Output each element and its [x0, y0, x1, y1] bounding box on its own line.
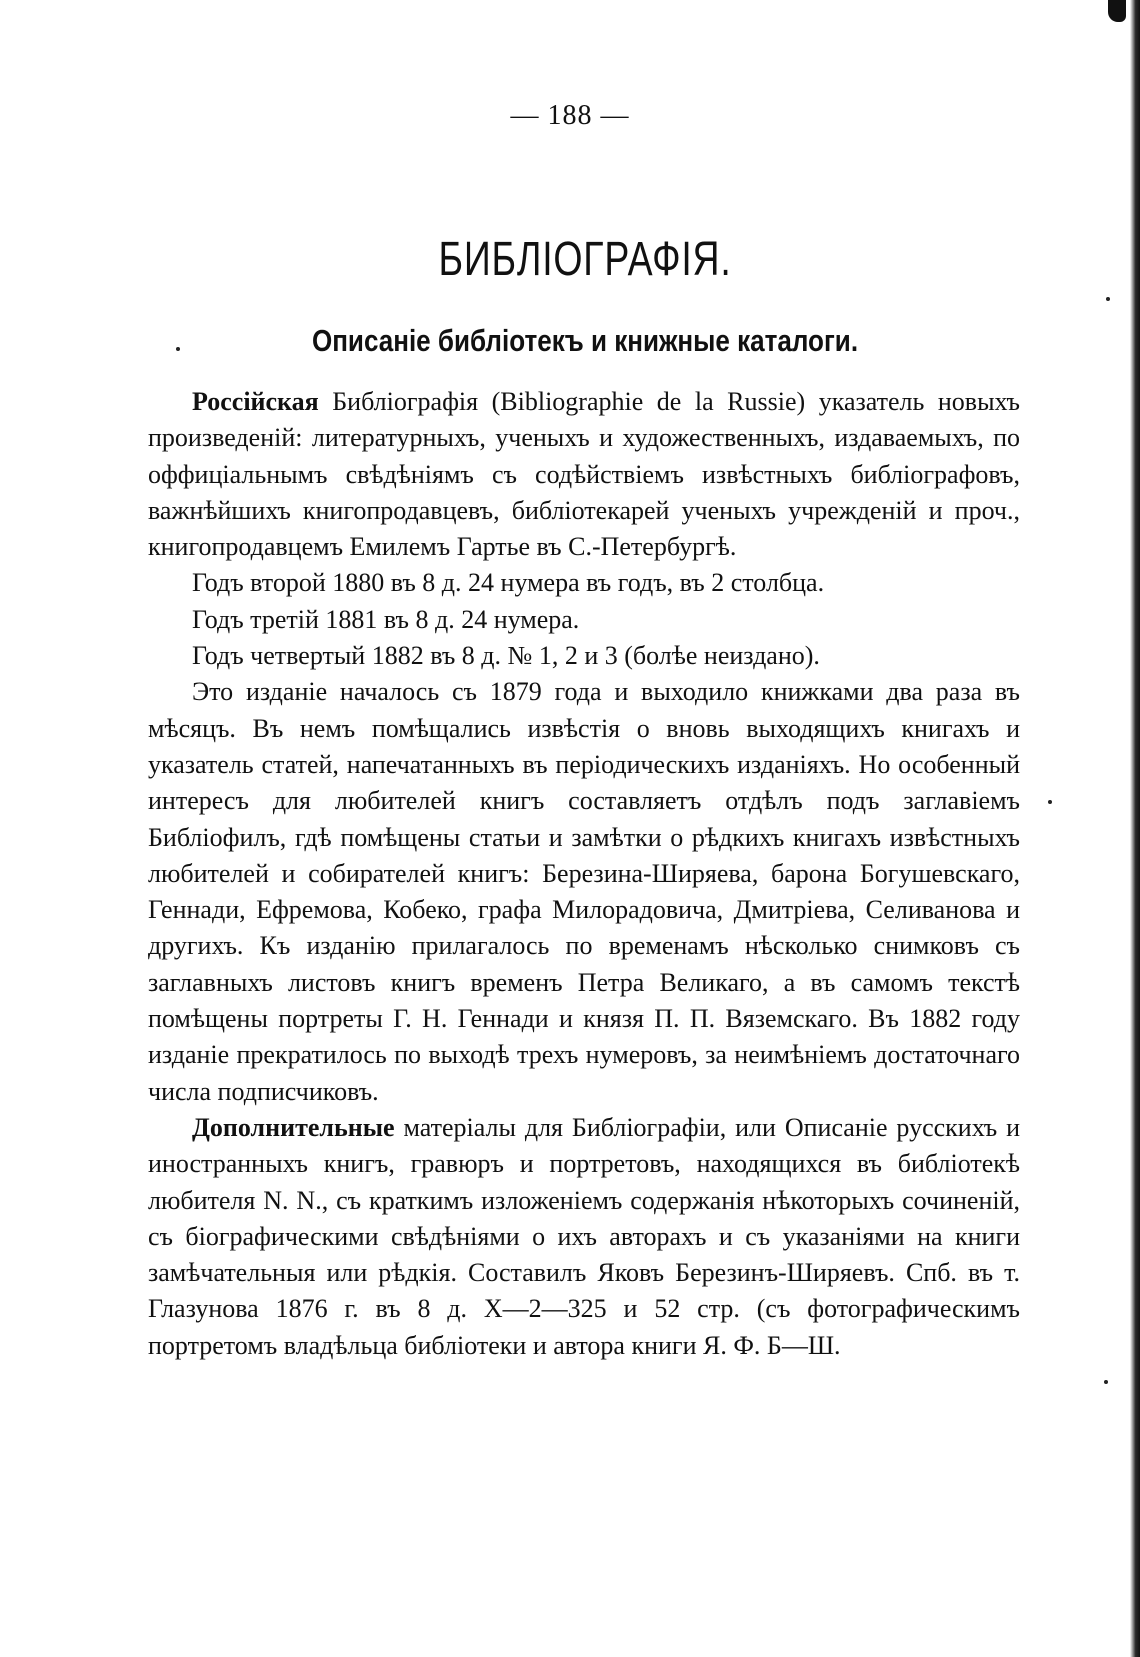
ink-speck [1106, 297, 1110, 301]
ink-speck [1104, 1380, 1108, 1384]
paragraph-text: матеріалы для Библіографіи, или Описаніе русскихъ и иностранныхъ книгъ, гравюръ и портретовъ, находящихся въ библіотекѣ любителя N. N., съ краткимъ изложеніемъ содержанія нѣкоторыхъ сочиненій, съ біографическими свѣдѣніями о ихъ авторахъ и съ указаніями на книги замѣчательныя или рѣдкія. Составилъ Яковъ Березинъ-Ширяевъ. Спб. въ т. Глазунова 1876 г. въ 8 д. X—2—325 и 52 стр. (съ фотографическимъ портретомъ владѣльца библіотеки и автора книги Я. Ф. Б—Ш. [148, 1112, 1020, 1360]
paragraph [148, 384, 1020, 565]
paragraph [148, 638, 1020, 674]
page-edge-shadow [1130, 0, 1140, 1657]
paragraph-text: Годъ второй 1880 въ 8 д. 24 нумера въ годъ, въ 2 столбца. [192, 568, 825, 598]
paragraph [148, 565, 1020, 601]
paragraph [148, 602, 1020, 638]
paragraph [148, 1110, 1020, 1364]
page-number: — 188 — [510, 100, 630, 131]
section-subtitle: Описаніе библіотекъ и книжные каталоги. [311, 323, 859, 358]
paragraph-text: Библіографія (Bibliographie de la Russie) указатель новыхъ произведеній: литературныхъ, ученыхъ и художественныхъ, издаваемыхъ, по оффиціальнымъ свѣдѣніямъ съ содѣйствіемъ извѣстныхъ библіографовъ, важнѣйшихъ книгопродавцевъ, библіотекарей ученыхъ учрежденій и проч., книгопродавцемъ Емилемъ Гартье въ С.-Петербургѣ. [148, 387, 1020, 562]
paragraph-text: Это изданіе началось съ 1879 года и выходило книжками два раза въ мѣсяцъ. Въ немъ помѣщались извѣстія о вновь выходящихъ книгахъ и указатель статей, напечатанныхъ въ періодическихъ изданіяхъ. Но особенный интересъ для любителей книгъ составляетъ отдѣлъ подъ заглавіемъ Библіофилъ, гдѣ помѣщены статьи и замѣтки о рѣдкихъ книгахъ извѣстныхъ любителей и собирателей книгъ: Березина-Ширяева, барона Богушевскаго, Геннади, Ефремова, Кобеко, графа Милорадовича, Дмитріева, Селиванова и другихъ. Къ изданію прилагалось по временамъ нѣсколько снимковъ съ заглавныхъ листовъ книгъ временъ Петра Великаго, а въ самомъ текстѣ помѣщены портреты Г. Н. Геннади и князя П. П. Вяземскаго. Въ 1882 году изданіе прекратилось по выходѣ трехъ нумеровъ, за неимѣніемъ достаточнаго числа подписчиковъ. [148, 677, 1020, 1106]
paragraph-text: Годъ третій 1881 въ 8 д. 24 нумера. [192, 604, 580, 634]
body-text [148, 384, 1020, 1364]
paragraph-lead: Дополнительные [192, 1112, 395, 1142]
page-title: БИБЛІОГРАФІЯ. [438, 233, 732, 286]
paragraph [148, 674, 1020, 1110]
paragraph-lead: Россійская [192, 387, 319, 416]
paragraph-text: Годъ четвертый 1882 въ 8 д. № 1, 2 и 3 (болѣе неиздано). [192, 641, 820, 671]
ink-blot [1108, 0, 1126, 22]
ink-speck [1048, 800, 1052, 804]
